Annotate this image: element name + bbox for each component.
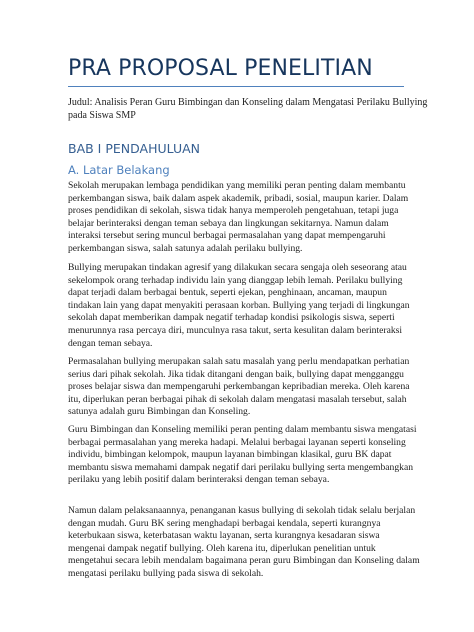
paragraph <box>68 180 414 256</box>
paragraph-line: dengan teman sebaya. <box>68 337 153 349</box>
paragraph-line: sekelompok orang terhadap individu lain yang dianggap lebih lemah. Perilaku bullying <box>68 274 403 286</box>
paragraph-line: satunya adalah guru Bimbingan dan Konseling. <box>68 406 251 418</box>
paragraph <box>68 505 420 581</box>
paragraph-line: Guru Bimbingan dan Konseling memiliki peran penting dalam membantu siswa mengatasi <box>68 424 417 435</box>
paragraph-line: perkembangan siswa, baik dalam aspek akademik, pribadi, sosial, maupun karier. Dalam <box>68 192 409 204</box>
title-divider <box>68 86 404 87</box>
paragraph-line: menurunnya rasa percaya diri, munculnya rasa takut, serta kesulitan dalam berinteraksi <box>68 324 403 336</box>
paragraph-line: Permasalahan bullying merupakan salah satu masalah yang perlu mendapatkan perhatian <box>68 356 410 367</box>
paragraph <box>68 262 414 350</box>
paragraph-line: proses belajar siswa dan mempengaruhi perkembangan kepribadian mereka. Oleh karena <box>68 381 410 393</box>
research-title <box>68 96 428 122</box>
paragraph <box>68 424 417 487</box>
paragraph-line: membantu siswa memahami dampak negatif dari perilaku bullying serta mengembangkan <box>68 461 414 473</box>
section-heading: A. Latar Belakang <box>68 163 170 177</box>
paragraph-line: keterbukaan siswa, keterbatasan waktu layanan, serta kurangnya kesadaran siswa <box>68 530 380 542</box>
paragraph-line: perilaku yang lebih positif dalam berinteraksi dengan teman sebaya. <box>68 474 330 486</box>
paragraph-line: individu, bimbingan kelompok, maupun layanan bimbingan klasikal, guru BK dapat <box>68 449 392 461</box>
paragraph-line: interaksi tersebut sering muncul berbagai permasalahan yang dapat mempengaruhi <box>68 230 386 242</box>
paragraph-line: mengatasi perilaku bullying pada siswa di sekolah. <box>68 567 264 579</box>
paragraph-line: serius dari pihak sekolah. Jika tidak ditangani dengan baik, bullying dapat mengganggu <box>68 368 404 380</box>
paragraph-line: dengan mudah. Guru BK sering menghadapi berbagai kendala, seperti kurangnya <box>68 517 381 529</box>
paragraph-line: itu, diperlukan peran berbagai pihak di sekolah dalam mengatasi masalah tersebut, salah <box>68 393 407 405</box>
paragraph-line: belajar berinteraksi dengan teman sebaya dan lingkungan sekitarnya. Namun dalam <box>68 217 389 229</box>
paragraph <box>68 356 414 419</box>
paragraph-line: Bullying merupakan tindakan agresif yang dilakukan secara sengaja oleh seseorang atau <box>68 262 407 273</box>
paragraph-line: mengetahui secara lebih mendalam bagaimana peran guru Bimbingan dan Konseling dalam <box>68 555 420 567</box>
paragraph-line: dapat terjadi dalam berbagai bentuk, seperti ejekan, penghinaan, ancaman, maupun <box>68 287 387 299</box>
research-title-line: pada Siswa SMP <box>68 110 136 121</box>
paragraph-line: sekolah dapat memberikan dampak negatif terhadap kondisi psikologis siswa, seperti <box>68 312 395 324</box>
paragraph-line: proses pendidikan di sekolah, siswa tidak hanya memperoleh pengetahuan, tetapi juga <box>68 205 399 217</box>
research-title-line: Judul: Analisis Peran Guru Bimbingan dan Konseling dalam Mengatasi Perilaku Bullying <box>68 97 428 108</box>
document-title: PRA PROPOSAL PENELITIAN <box>68 56 373 81</box>
paragraph-line: mengenai dampak negatif bullying. Oleh karena itu, diperlukan penelitian untuk <box>68 542 376 554</box>
paragraph-line: tindakan lain yang dapat menyakiti perasaan korban. Bullying yang terjadi di lingkungan <box>68 299 410 311</box>
chapter-heading: BAB I PENDAHULUAN <box>68 141 201 156</box>
paragraph-line: Namun dalam pelaksanaannya, penanganan kasus bullying di sekolah tidak selalu berjalan <box>68 505 416 516</box>
paragraph-line: berbagai permasalahan yang mereka hadapi. Melalui berbagai layanan seperti konseling <box>68 436 406 448</box>
paragraph-line: perkembangan siswa, salah satunya adalah perilaku bullying. <box>68 242 303 254</box>
paragraph-line: Sekolah merupakan lembaga pendidikan yang memiliki peran penting dalam membantu <box>68 180 406 191</box>
